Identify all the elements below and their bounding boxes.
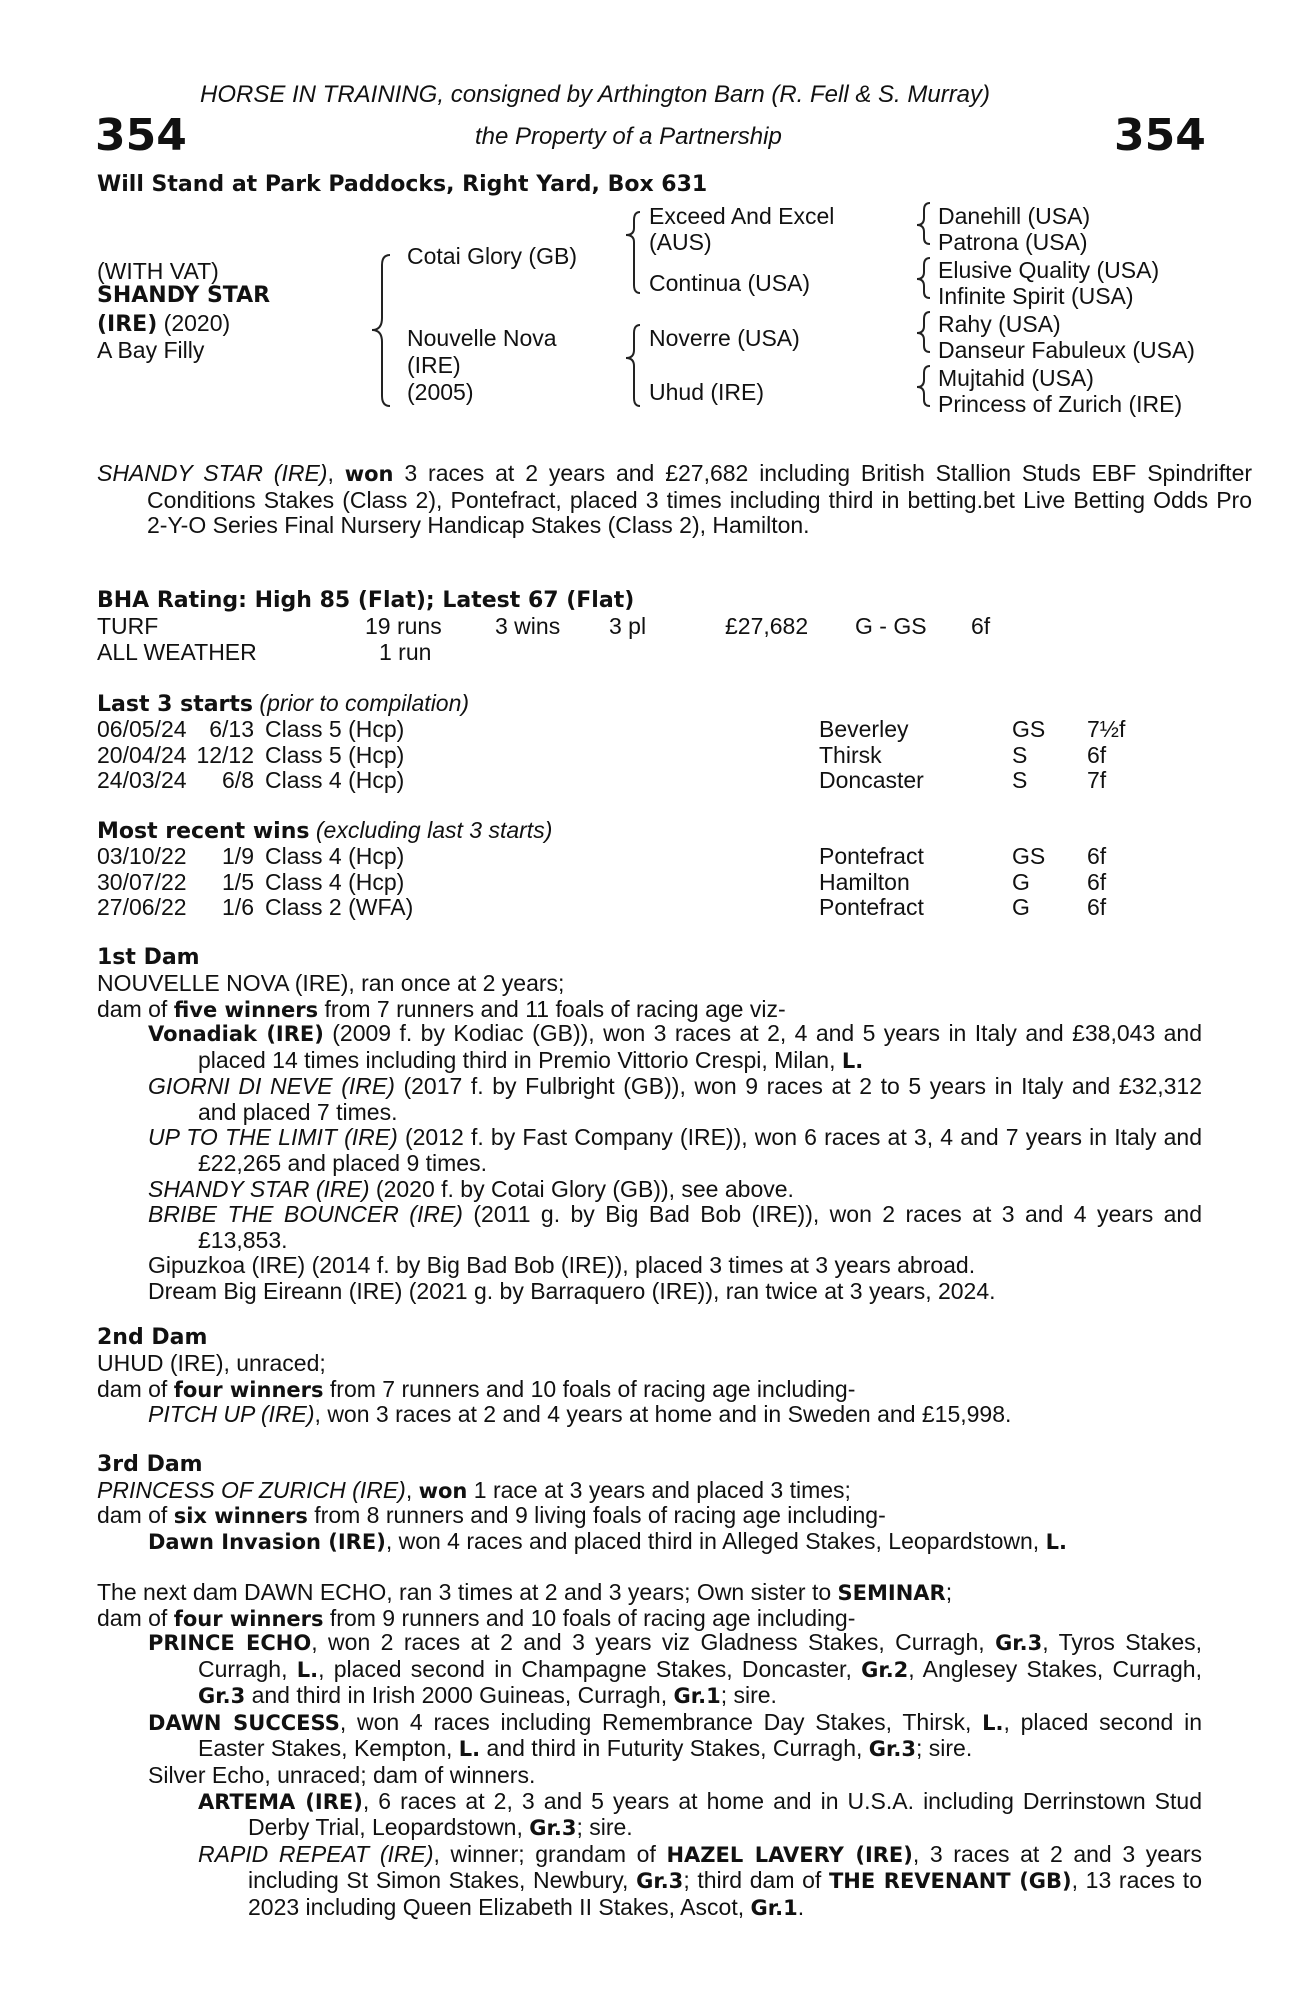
- race-date: 27/06/22: [97, 894, 187, 921]
- last3-note: (prior to compilation): [259, 690, 470, 716]
- summary-text: 3 races at 2 years and £27,682 including British Stallion Studs EBF Spindrifter Conditions Stakes (Class 2), Pontefract, placed 3 times including third in betting.bet Live Betting Odds Pro 2-Y-O Series Final Nursery Handicap Stakes (Class 2), Hamilton.: [147, 460, 1253, 539]
- progeny-rapid-repeat: [198, 1842, 1202, 1922]
- race-grade: L.: [1045, 1530, 1067, 1554]
- summary-won: won: [344, 462, 394, 486]
- dam1-progeny-list: [148, 1021, 1202, 1305]
- pedigree-g6: Danseur Fabuleux (USA): [938, 337, 1195, 363]
- progeny-text: , placed second in Easter Stakes, Kempton,: [198, 1708, 1203, 1762]
- dam3-won: won: [418, 1479, 468, 1503]
- last3-heading-line: [97, 690, 469, 718]
- consignment-line: HORSE IN TRAINING, consigned by Arthington Barn (R. Fell & S. Murray): [200, 81, 991, 108]
- turf-label: TURF: [97, 613, 159, 639]
- race-grade: Gr.1: [673, 1684, 721, 1709]
- vat-label: (WITH VAT): [97, 258, 219, 284]
- progeny-text: , won 3 races at 2 and 4 years at home and in Sweden and £15,998.: [314, 1401, 1012, 1427]
- progeny-name: Vonadiak (IRE): [148, 1022, 324, 1046]
- progeny-name: UP TO THE LIMIT (IRE): [148, 1124, 398, 1151]
- progeny-shandy-star: [148, 1177, 1202, 1203]
- pedigree-g4: Infinite Spirit (USA): [938, 283, 1134, 309]
- progeny-dawn-success: [148, 1710, 1202, 1763]
- pedigree-sire-sire-line1: Exceed And Excel: [649, 203, 835, 229]
- lot-number-left: 354: [95, 110, 187, 161]
- progeny-artema: [198, 1789, 1202, 1842]
- race-course: Doncaster: [819, 767, 924, 794]
- recent-heading: Most recent wins: [97, 819, 310, 844]
- pedigree-g8: Princess of Zurich (IRE): [938, 391, 1183, 417]
- pedigree-sire-sire-line2: (AUS): [649, 229, 712, 255]
- brace-g2: [917, 258, 930, 298]
- race-row: [97, 843, 1197, 869]
- race-row: [97, 869, 1197, 895]
- dam2-progeny-pitch-up: [148, 1401, 1011, 1427]
- race-course: Pontefract: [819, 894, 924, 921]
- progeny-silver-echo: Silver Echo, unraced; dam of winners.: [148, 1761, 536, 1788]
- horse-origin: (IRE): [97, 312, 158, 337]
- race-going: S: [1012, 741, 1028, 768]
- all-weather-runs: 1 run: [379, 639, 432, 665]
- dam2-winners-count: four winners: [173, 1378, 324, 1402]
- progeny-text: (2012 f. by Fast Company (IRE)), won 6 races at 3, 4 and 7 years in Italy and £22,265 and placed 9 times.: [198, 1124, 1202, 1176]
- dam2-l2a: dam of: [97, 1376, 174, 1402]
- all-weather-label: ALL WEATHER: [97, 639, 257, 665]
- pedigree-g7: Mujtahid (USA): [938, 365, 1094, 391]
- race-course: Beverley: [819, 716, 909, 742]
- progeny-name: PITCH UP (IRE): [148, 1401, 315, 1427]
- pedigree-dam-line3: (2005): [407, 379, 474, 405]
- race-grade: L.: [458, 1737, 481, 1762]
- progeny-text: (2011 g. by Big Bad Bob (IRE)), won 2 races at 3 and 4 years and £13,853.: [198, 1201, 1202, 1253]
- race-dist: 6f: [1087, 843, 1107, 869]
- pedigree-dam-dam: Uhud (IRE): [649, 379, 765, 405]
- race-grade: L.: [296, 1657, 319, 1682]
- race-course: Pontefract: [819, 843, 924, 869]
- dam1-winners-count: five winners: [173, 998, 319, 1022]
- race-row: [97, 767, 1197, 793]
- race-row: [97, 894, 1197, 920]
- recent-note: (excluding last 3 starts): [315, 817, 553, 843]
- dam2-line2: [97, 1376, 855, 1403]
- progeny-text: and third in Futurity Stakes, Curragh,: [480, 1735, 869, 1762]
- dam3-name: PRINCESS OF ZURICH (IRE): [97, 1477, 406, 1503]
- progeny-text: and third in Irish 2000 Guineas, Curragh,: [245, 1682, 674, 1709]
- race-class: Class 2 (WFA): [265, 894, 414, 921]
- progeny-vonadiak: [148, 1021, 1202, 1074]
- pedigree-dam-line2: (IRE): [407, 352, 461, 378]
- pedigree-sire-dam: Continua (USA): [649, 270, 811, 296]
- progeny-text: , 6 races at 2, 3 and 5 years at home and in U.S.A. including Derrinstown Stud Derby Trial, Leopardstown,: [248, 1787, 1202, 1841]
- race-pos: 6/8: [222, 767, 254, 794]
- horse-description: A Bay Filly: [97, 337, 205, 363]
- lot-number-right: 354: [1114, 110, 1206, 161]
- turf-row: [97, 613, 1197, 639]
- brace-dam: [626, 325, 640, 406]
- progeny-name: DAWN SUCCESS: [148, 1710, 340, 1735]
- race-pos: 12/12: [196, 741, 254, 768]
- dam4-l2a: dam of: [97, 1605, 174, 1631]
- dam4-sibling: SEMINAR: [837, 1581, 946, 1605]
- progeny-text: (2017 f. by Fulbright (GB)), won 9 races at 2 to 5 years in Italy and £32,312 and placed 7 times.: [198, 1073, 1203, 1125]
- progeny-up-to-the-limit: [148, 1125, 1202, 1176]
- rating-heading: BHA Rating: High 85 (Flat); Latest 67 (Flat): [97, 588, 635, 613]
- dam1-line1: NOUVELLE NOVA (IRE), ran once at 2 years;: [97, 970, 565, 996]
- race-grade: Gr.3: [198, 1684, 246, 1709]
- race-grade: Gr.3: [636, 1869, 684, 1894]
- race-grade: Gr.3: [868, 1737, 916, 1762]
- turf-placed: 3 pl: [609, 613, 647, 639]
- race-dist: 6f: [1087, 894, 1107, 921]
- turf-prize-money: £27,682: [725, 613, 809, 639]
- race-pos: 1/6: [222, 894, 254, 921]
- dam1-l2c: from 7 runners and 11 foals of racing age viz-: [318, 996, 786, 1022]
- dam3-progeny-dawn-invasion: [148, 1528, 1067, 1555]
- progeny-name: Dawn Invasion (IRE): [148, 1530, 386, 1554]
- race-dist: 7f: [1087, 767, 1107, 794]
- recent-heading-line: [97, 817, 552, 845]
- progeny-name: THE REVENANT (GB): [828, 1869, 1072, 1894]
- progeny-prince-echo: [148, 1630, 1202, 1710]
- progeny-text: , won 4 races including Remembrance Day Stakes, Thirsk,: [339, 1708, 983, 1735]
- race-class: Class 4 (Hcp): [265, 843, 405, 869]
- race-grade: L.: [982, 1710, 1004, 1735]
- race-course: Thirsk: [819, 741, 882, 768]
- progeny-text: , winner; grandam of: [433, 1840, 667, 1867]
- dam3-l2c: from 8 runners and 9 living foals of racing age including-: [307, 1502, 886, 1528]
- progeny-text: ; sire.: [915, 1735, 973, 1762]
- race-class: Class 5 (Hcp): [265, 716, 405, 742]
- turf-distance: 6f: [971, 613, 991, 639]
- dam3-heading: 3rd Dam: [97, 1452, 203, 1477]
- race-class: Class 4 (Hcp): [265, 868, 405, 895]
- dam4-line2: [97, 1605, 855, 1632]
- race-grade: L.: [841, 1048, 864, 1073]
- race-going: G: [1012, 868, 1030, 895]
- brace-g3: [917, 312, 930, 352]
- turf-wins: 3 wins: [495, 613, 561, 639]
- dam4-l2c: from 9 runners and 10 foals of racing age including-: [323, 1605, 856, 1631]
- progeny-text: (2020 f. by Cotai Glory (GB)), see above.: [369, 1175, 794, 1202]
- brace-g1: [917, 203, 930, 244]
- progeny-text: , won 2 races at 2 and 3 years viz Gladness Stakes, Curragh,: [311, 1629, 996, 1655]
- pedigree-dam-sire: Noverre (USA): [649, 325, 800, 351]
- dam3-l1b: ,: [405, 1477, 419, 1503]
- race-date: 03/10/22: [97, 843, 187, 869]
- summary-name: SHANDY STAR (IRE): [97, 460, 328, 486]
- last3-heading: Last 3 starts: [97, 692, 254, 717]
- progeny-name: GIORNI DI NEVE (IRE): [148, 1073, 395, 1100]
- dam2-line1: UHUD (IRE), unraced;: [97, 1350, 326, 1376]
- progeny-gipuzkoa: Gipuzkoa (IRE) (2014 f. by Big Bad Bob (IRE)), placed 3 times at 3 years abroad.: [148, 1252, 976, 1279]
- race-dist: 6f: [1087, 741, 1107, 768]
- race-grade: Gr.2: [861, 1657, 909, 1682]
- dam3-l2a: dam of: [97, 1502, 174, 1528]
- progeny-name: SHANDY STAR (IRE): [148, 1175, 370, 1202]
- race-course: Hamilton: [819, 868, 910, 895]
- race-pos: 1/5: [222, 868, 254, 895]
- turf-going: G - GS: [855, 613, 927, 639]
- pedigree-g3: Elusive Quality (USA): [938, 257, 1160, 283]
- race-dist: 6f: [1087, 868, 1107, 895]
- dam2-l2c: from 7 runners and 10 foals of racing age including-: [323, 1376, 856, 1402]
- progeny-text: ; sire.: [576, 1814, 633, 1841]
- progeny-name: HAZEL LAVERY (IRE): [666, 1842, 913, 1867]
- progeny-name: ARTEMA (IRE): [198, 1789, 363, 1814]
- race-grade: Gr.3: [529, 1816, 577, 1841]
- race-row: [97, 716, 1197, 742]
- progeny-text: , 13 races to 2023 including Queen Elizabeth II Stakes, Ascot,: [248, 1867, 1202, 1920]
- progeny-name: PRINCE ECHO: [148, 1631, 312, 1655]
- dam4-progeny-list: [148, 1630, 1202, 1922]
- progeny-text: .: [797, 1893, 805, 1920]
- progeny-giorni-di-neve: [148, 1074, 1202, 1125]
- race-date: 24/03/24: [97, 767, 187, 794]
- race-pos: 6/13: [209, 716, 254, 742]
- race-date: 30/07/22: [97, 868, 187, 895]
- stand-location: Will Stand at Park Paddocks, Right Yard, Box 631: [97, 172, 708, 197]
- race-dist: 7½f: [1087, 716, 1126, 742]
- race-pos: 1/9: [222, 843, 254, 869]
- race-going: G: [1012, 894, 1030, 921]
- progeny-dream-big-eireann: Dream Big Eireann (IRE) (2021 g. by Barraquero (IRE)), ran twice at 3 years, 2024.: [148, 1277, 996, 1304]
- progeny-text: , placed second in Champagne Stakes, Doncaster,: [318, 1655, 862, 1682]
- dam4-winners-count: four winners: [173, 1607, 324, 1631]
- progeny-text: , Anglesey Stakes, Curragh,: [908, 1655, 1202, 1682]
- race-summary: SHANDY STAR (IRE), won 3 races at 2 years and £27,682 including British Stallion Studs EBF Spindrifter Conditions Stakes (Class 2), Pontefract, placed 3 times including third in betting.bet Live Betting Odds Pro 2-Y-O Series Final Nursery Handicap Stakes (Class 2), Hamilton.: [97, 460, 1253, 539]
- all-weather-row: [97, 639, 1197, 665]
- silver-echo-progeny: [148, 1789, 1202, 1922]
- race-going: GS: [1012, 843, 1046, 869]
- race-class: Class 5 (Hcp): [265, 741, 405, 768]
- horse-year: (2020): [163, 310, 231, 336]
- pedigree-g2: Patrona (USA): [938, 229, 1088, 255]
- race-date: 20/04/24: [97, 741, 187, 768]
- dam1-heading: 1st Dam: [97, 945, 200, 970]
- dam3-l1d: 1 race at 3 years and placed 3 times;: [467, 1477, 851, 1503]
- brace-sire: [626, 212, 640, 293]
- progeny-text: , 3 races at 2 and 3 years including St Simon Stakes, Newbury,: [248, 1840, 1202, 1894]
- race-date: 06/05/24: [97, 716, 187, 742]
- brace-g4: [917, 366, 930, 406]
- progeny-text: ; sire.: [720, 1682, 777, 1709]
- dam3-line2: [97, 1502, 886, 1529]
- race-grade: Gr.1: [750, 1895, 798, 1920]
- race-row: [97, 742, 1197, 768]
- dam1-l2a: dam of: [97, 996, 174, 1022]
- progeny-name: BRIBE THE BOUNCER (IRE): [148, 1201, 463, 1228]
- property-line: the Property of a Partnership: [475, 123, 782, 150]
- dam4-l1c: ;: [945, 1579, 953, 1605]
- pedigree-sire: Cotai Glory (GB): [407, 243, 577, 269]
- race-grade: Gr.3: [995, 1631, 1043, 1655]
- turf-runs: 19 runs: [365, 613, 442, 639]
- brace-main: [372, 255, 390, 406]
- progeny-name: RAPID REPEAT (IRE): [198, 1840, 434, 1867]
- pedigree-dam-line1: Nouvelle Nova: [407, 325, 557, 351]
- progeny-bribe-the-bouncer: [148, 1202, 1202, 1253]
- progeny-text: (2009 f. by Kodiac (GB)), won 3 races at 2, 4 and 5 years in Italy and £38,043 and placed 14 times including third in Premio Vittorio Crespi, Milan,: [198, 1020, 1203, 1073]
- pedigree-g1: Danehill (USA): [938, 203, 1091, 229]
- race-class: Class 4 (Hcp): [265, 767, 405, 794]
- dam1-line2: [97, 996, 786, 1023]
- progeny-text: ; third dam of: [683, 1867, 829, 1894]
- progeny-text: , Tyros Stakes, Curragh,: [198, 1629, 1202, 1682]
- pedigree-g5: Rahy (USA): [938, 311, 1061, 337]
- progeny-text: , won 4 races and placed third in Alleged Stakes, Leopardstown,: [385, 1528, 1046, 1554]
- dam4-line1: [97, 1579, 952, 1606]
- horse-name: SHANDY STAR: [97, 283, 271, 308]
- dam3-line1: [97, 1477, 851, 1504]
- race-going: GS: [1012, 716, 1046, 742]
- dam3-winners-count: six winners: [173, 1504, 308, 1528]
- dam4-l1a: The next dam DAWN ECHO, ran 3 times at 2 and 3 years; Own sister to: [97, 1579, 838, 1605]
- dam2-heading: 2nd Dam: [97, 1325, 208, 1350]
- race-going: S: [1012, 767, 1028, 794]
